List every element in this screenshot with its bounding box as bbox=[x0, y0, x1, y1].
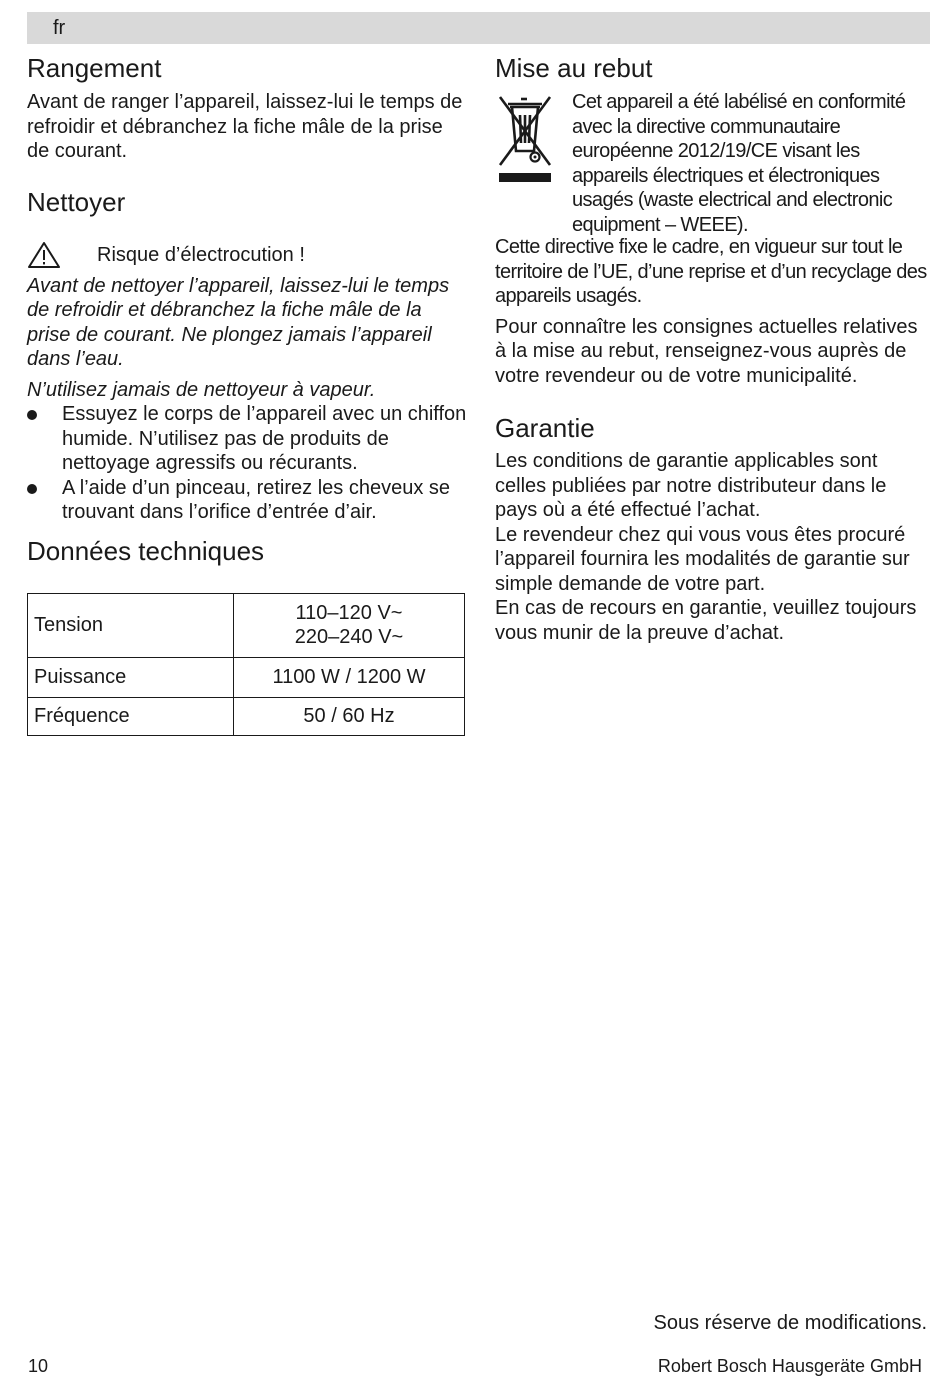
disposal-title: Mise au rebut bbox=[495, 53, 653, 83]
warranty-text-retailer: Le revendeur chez qui vous vous êtes procuré l’appareil fournira les modalités de garantie sur simple demande de votre part. bbox=[495, 523, 910, 595]
publisher-name: Robert Bosch Hausgeräte GmbH bbox=[657, 1356, 922, 1376]
warning-triangle-icon bbox=[27, 241, 61, 269]
cleaning-steps bbox=[27, 402, 467, 525]
left-column bbox=[27, 52, 467, 736]
cleaning-section bbox=[27, 186, 467, 525]
table-cell-value: 50 / 60 Hz bbox=[234, 697, 465, 735]
directive-text: Cette directive fixe le cadre, en vigueur sur tout le territoire de l’UE, d’une reprise et d’un recyclage des appareils usagés. bbox=[495, 236, 927, 307]
list-item bbox=[27, 476, 467, 525]
disposal-section bbox=[495, 52, 930, 388]
table-cell-label: Puissance bbox=[28, 657, 234, 697]
page-number: 10 bbox=[28, 1356, 49, 1376]
table-row bbox=[28, 697, 465, 735]
storage-title: Rangement bbox=[27, 53, 162, 83]
technical-title: Données techniques bbox=[27, 535, 265, 566]
weee-text: Cet appareil a été labélisé en conformité avec la directive communautaire européenne 2012/19/CE visant les appareils électriques et électroniques usagés (waste electrical and electronic equipment – WEEE). bbox=[572, 91, 906, 236]
electrocution-warning bbox=[27, 242, 467, 268]
warning-text-steam: N’utilisez jamais de nettoyeur à vapeur. bbox=[27, 378, 376, 401]
warning-title: Risque d’électrocution ! bbox=[97, 243, 305, 266]
cleaning-step-text: Essuyez le corps de l’appareil avec un chiffon humide. N’utilisez pas de produits de nettoyage agressifs ou récurants. bbox=[62, 403, 467, 474]
technical-section bbox=[27, 535, 467, 736]
warranty-text: Les conditions de garantie applicables sont celles publiées par notre distributeur dans le pays où a été effectué l’achat. bbox=[495, 450, 887, 521]
warranty-section bbox=[495, 412, 930, 645]
list-item bbox=[27, 402, 467, 476]
table-row bbox=[28, 593, 465, 657]
bullet-icon bbox=[27, 484, 37, 494]
disposal-instructions: Pour connaître les consignes actuelles relatives à la mise au rebut, renseignez-vous auprès de votre revendeur ou de votre municipalité. bbox=[495, 315, 918, 387]
voltage-line: 110–120 V~ bbox=[295, 602, 403, 624]
footer-note: Sous réserve de modifications. bbox=[653, 1312, 927, 1334]
warranty-text-claim: En cas de recours en garantie, veuillez toujours vous munir de la preuve d’achat. bbox=[495, 597, 917, 644]
storage-text: Avant de ranger l’appareil, laissez-lui le temps de refroidir et débranchez la fiche mâle de la prise de courant. bbox=[27, 91, 463, 162]
crossed-out-wheelie-bin-icon bbox=[495, 93, 555, 185]
language-bar bbox=[27, 12, 930, 44]
storage-section bbox=[27, 52, 467, 164]
weee-block bbox=[495, 93, 930, 237]
technical-table bbox=[27, 593, 465, 736]
cleaning-title: Nettoyer bbox=[27, 186, 126, 217]
table-cell-label: Fréquence bbox=[28, 697, 234, 735]
right-column bbox=[495, 52, 930, 645]
warranty-title: Garantie bbox=[495, 413, 595, 443]
warning-text: Avant de nettoyer l’appareil, laissez-lui le temps de refroidir et débranchez la fiche mâle de la prise de courant. Ne plongez jamais l’appareil dans l’eau. bbox=[27, 274, 450, 370]
voltage-line: 220–240 V~ bbox=[294, 626, 404, 648]
cleaning-step-text: A l’aide d’un pinceau, retirez les cheveux se trouvant dans l’orifice d’entrée d’air. bbox=[62, 476, 451, 523]
bullet-icon bbox=[27, 410, 37, 420]
table-row bbox=[28, 657, 465, 697]
language-label: fr bbox=[53, 17, 66, 39]
table-cell-value: 1100 W / 1200 W bbox=[234, 657, 465, 697]
table-cell-label: Tension bbox=[28, 593, 234, 657]
table-cell-value bbox=[234, 593, 465, 657]
